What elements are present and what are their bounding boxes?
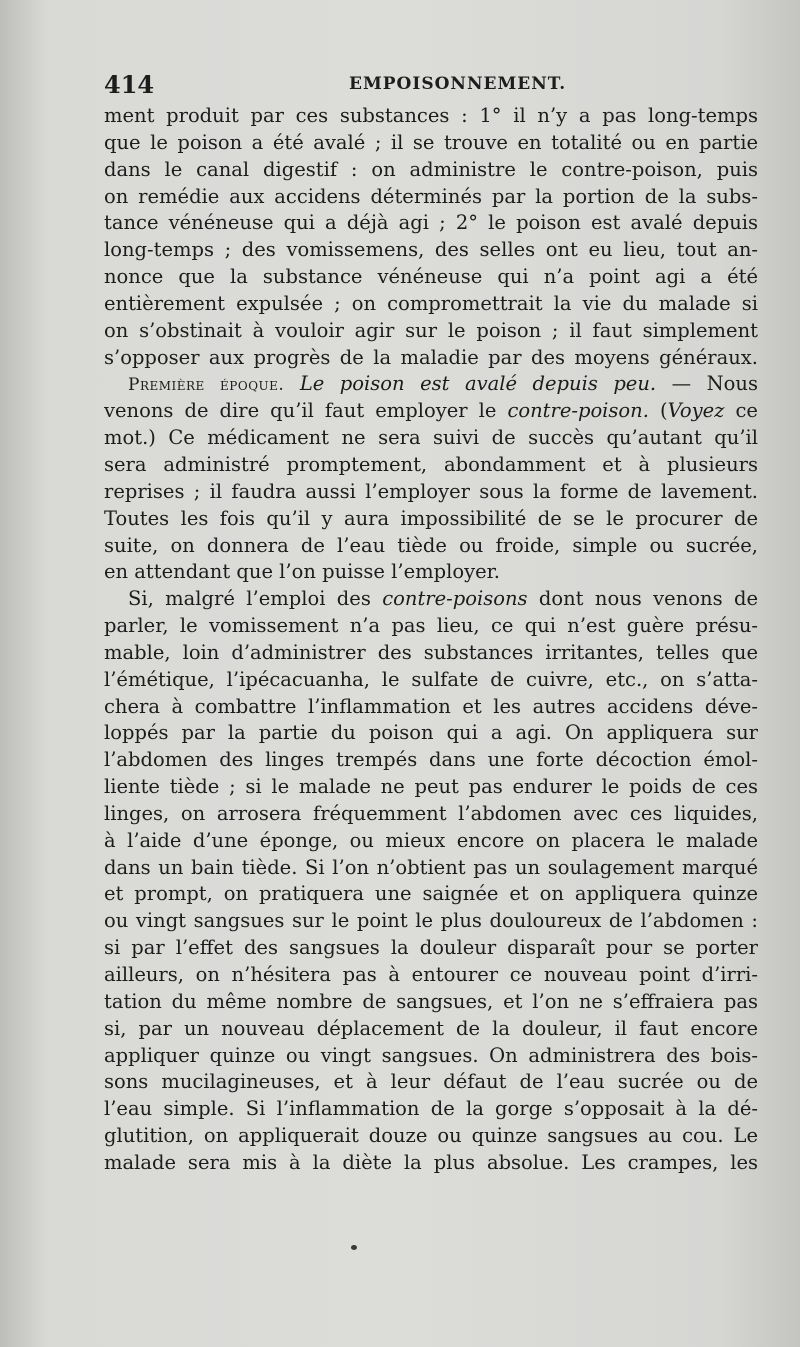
text-line: parler, le vomissement n’a pas lieu, ce qui n’est guère présu- (104, 614, 758, 638)
text-line: tation du même nombre de sangsues, et l’on ne s’effraiera pas (104, 989, 758, 1013)
text-line: long-temps ; des vomissemens, des selles ont eu lieu, tout an- (104, 238, 758, 262)
text-line: l’émétique, l’ipécacuanha, le sulfate de cuivre, etc., on s’atta- (104, 667, 758, 691)
text-line: malade sera mis à la diète la plus absolue. Les crampes, les (104, 1150, 758, 1174)
text-line: ou vingt sangsues sur le point le plus douloureux de l’abdomen : (104, 909, 758, 933)
text-line: ment produit par ces substances : 1° il n’y a pas long-temps (104, 104, 758, 127)
text-line: glutition, on appliquerait douze ou quinze sangsues au cou. Le (104, 1124, 758, 1148)
text-line: dans le canal digestif : on administre le contre-poison, puis (104, 157, 758, 181)
italic-term: contre-poisons (382, 587, 528, 611)
text-line: s’opposer aux progrès de la maladie par des moyens généraux. (104, 345, 758, 369)
text-line: si, par un nouveau déplacement de la douleur, il faut encore (104, 1016, 758, 1040)
text-line: l’abdomen des linges trempés dans une forte décoction émol- (104, 748, 758, 772)
text-line: nonce que la substance vénéneuse qui n’a point agi a été (104, 265, 758, 289)
text-line: liente tiède ; si le malade ne peut pas endurer le poids de ces (104, 775, 758, 799)
text-fragment: dont nous venons de (527, 587, 758, 611)
text-line: à l’aide d’une éponge, ou mieux encore on placera le malade (104, 828, 758, 852)
text-line (104, 586, 758, 613)
page-header (104, 70, 756, 100)
section-heading-line (104, 371, 758, 398)
text-line: suite, on donnera de l’eau tiède ou froide, simple ou sucrée, (104, 533, 758, 557)
text-line: mable, loin d’administrer des substances irritantes, telles que (104, 640, 758, 664)
text-line: sera administré promptement, abondamment et à plusieurs (104, 452, 758, 476)
text-line: sons mucilagineuses, et à leur défaut de l’eau sucrée ou de (104, 1070, 758, 1094)
text-line: dans un bain tiède. Si l’on n’obtient pas un soulagement marqué (104, 855, 758, 879)
italic-term: Voyez (667, 399, 725, 423)
printer-mark (351, 1245, 357, 1250)
text-line: on s’obstinait à vouloir agir sur le poison ; il faut simplement (104, 318, 758, 342)
text-line (104, 398, 758, 425)
text-line: chera à combattre l’inflammation et les autres accidens déve- (104, 694, 758, 718)
text-fragment: ( (648, 399, 668, 423)
text-line: ailleurs, on n’hésitera pas à entourer ce nouveau point d’irri- (104, 963, 758, 986)
section-subtitle: Le poison est avalé depuis peu. (284, 372, 657, 396)
section-heading: Première époque. (128, 375, 285, 396)
text-line: Toutes les fois qu’il y aura impossibilité de se le procurer de (104, 506, 758, 530)
text-fragment: venons de dire qu’il faut employer le (104, 399, 508, 423)
text-line: reprises ; il faudra aussi l’employer sous la forme de lavement. (104, 479, 758, 503)
text-line: que le poison a été avalé ; il se trouve en totalité ou en partie (104, 130, 758, 154)
text-line: en attendant que l’on puisse l’employer. (104, 560, 500, 584)
page-number: 414 (104, 70, 155, 99)
text-line: on remédie aux accidens déterminés par la portion de la subs- (104, 184, 758, 208)
text-line: entièrement expulsée ; on compromettrait la vie du malade si (104, 291, 758, 315)
running-title: EMPOISONNEMENT. (349, 74, 567, 94)
text-line: loppés par la partie du poison qui a agi. On appliquera sur (104, 721, 758, 745)
text-line: si par l’effet des sangsues la douleur disparaît pour se porter (104, 936, 758, 960)
text-line: tance vénéneuse qui a déjà agi ; 2° le poison est avalé depuis (104, 211, 758, 235)
text-fragment: ce (724, 399, 758, 423)
text-line: appliquer quinze ou vingt sangsues. On administrera des bois- (104, 1043, 758, 1067)
body-text (104, 103, 758, 1177)
text-line: linges, on arrosera fréquemment l’abdomen avec ces liquides, (104, 801, 758, 825)
text-line: l’eau simple. Si l’inflammation de la gorge s’opposait à la dé- (104, 1097, 758, 1121)
italic-term: contre-poison. (507, 399, 649, 423)
text-fragment: — Nous (656, 372, 758, 396)
text-fragment: Si, malgré l’emploi des (128, 587, 383, 611)
text-line: mot.) Ce médicament ne sera suivi de succès qu’autant qu’il (104, 426, 758, 450)
text-line: et prompt, on pratiquera une saignée et on appliquera quinze (104, 882, 758, 906)
